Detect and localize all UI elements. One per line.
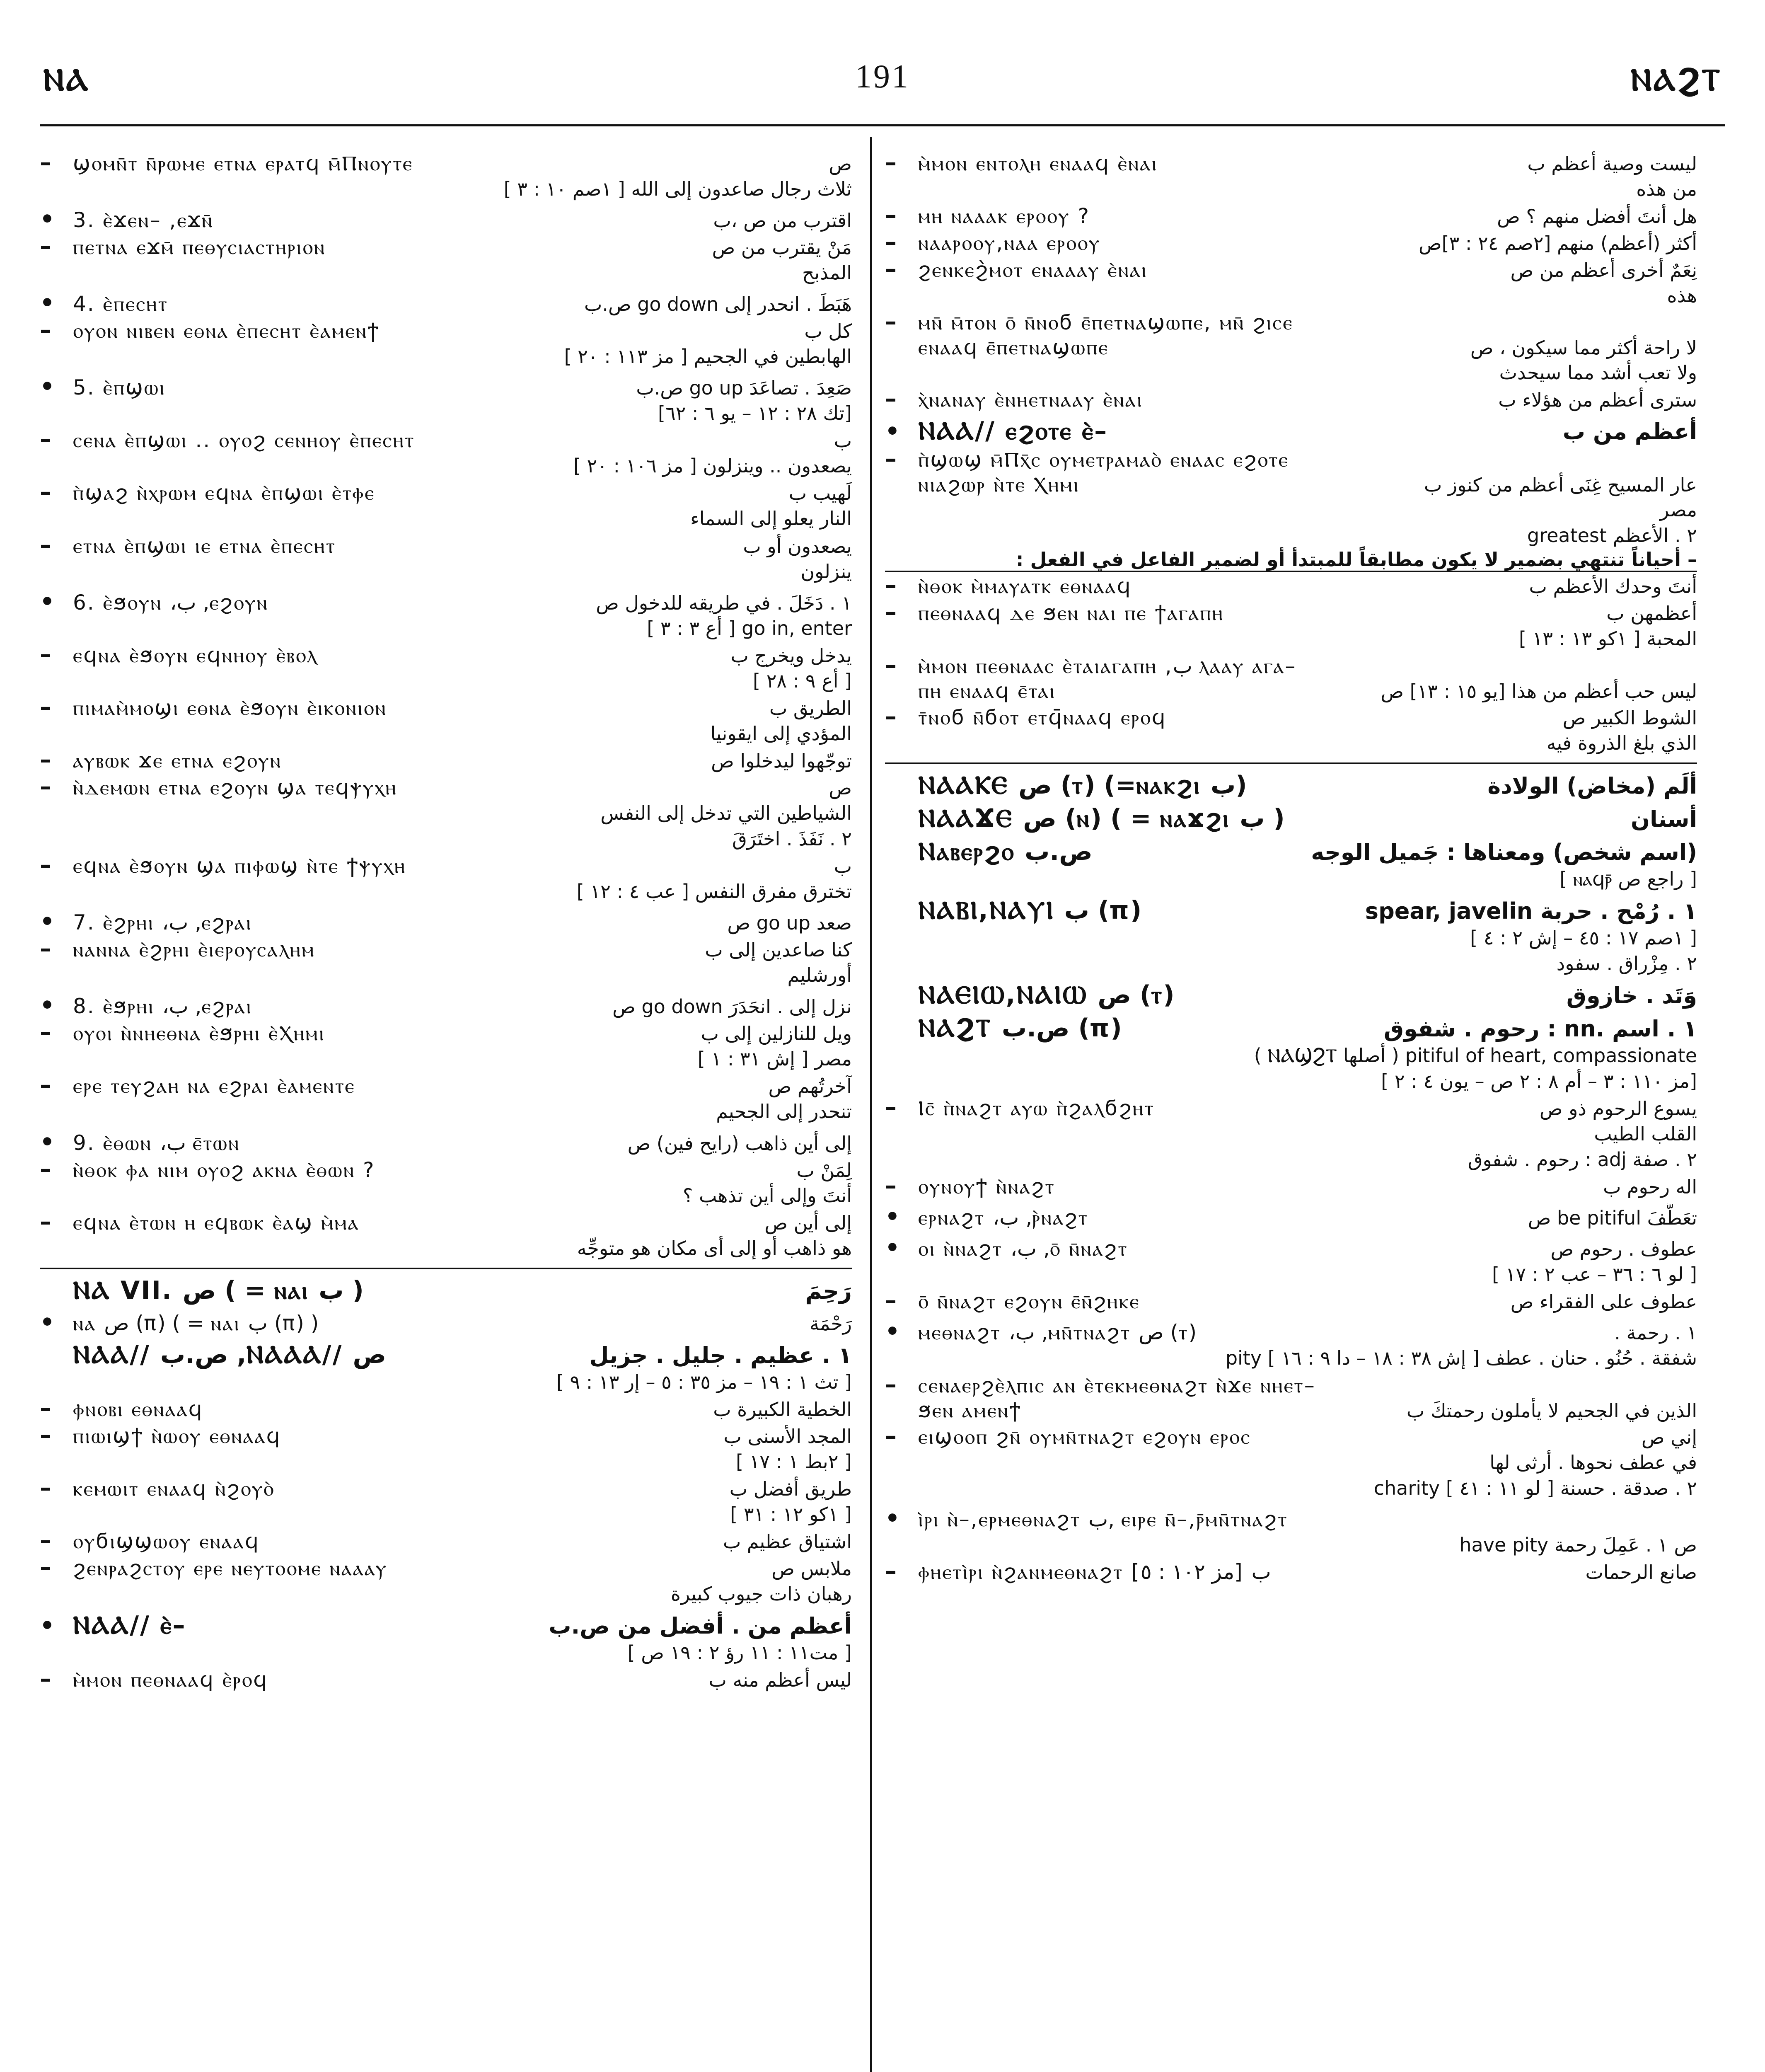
- dash-marker: –: [40, 1527, 51, 1554]
- coptic-text: ϧⲉⲛ ⲁⲙⲉⲛϯ: [918, 1398, 1022, 1422]
- gloss-continuation: الهابطين في الجحيم [ مز ١١٣ : ٢٠ ]: [564, 345, 852, 368]
- headword-entry: [885, 1014, 1697, 1043]
- example-line: [885, 472, 1697, 497]
- coptic-text: ⲟⲩⲟⲛ ⲛⲓⲃⲉⲛ ⲉⲑⲛⲁ ⲉ̀ⲡⲉⲥⲏⲧ ⲉ̀ⲁⲙⲉⲛϯ: [73, 319, 380, 343]
- arabic-gloss: صانع الرحمات: [1585, 1561, 1697, 1583]
- arabic-gloss: يسوع الرحوم ذو ص: [1539, 1097, 1697, 1120]
- coptic-text: ⲁⲩⲃⲱⲕ ϫⲉ ⲉⲧⲛⲁ ⲉϩⲟⲩⲛ: [73, 748, 282, 772]
- arabic-gloss: ١ . اسم .nn : رحوم . شفوق: [1383, 1015, 1697, 1042]
- arabic-gloss: (اسم شخص) ومعناها : جَميل الوجه: [1311, 839, 1697, 865]
- arabic-gloss: ليس حب أعظم من هذا [يو ١٥ : ١٣] ص: [1381, 680, 1697, 702]
- arabic-gloss: الذين في الجحيم لا يأملون رحمتكَ ب: [1406, 1399, 1697, 1422]
- coptic-text: ϣⲟⲙⲛ̄ⲧ ⲛ̄ⲣⲱⲙⲉ ⲉⲧⲛⲁ ⲉⲣⲁⲧϥ ⲙ̄Ⲡⲛⲟⲩⲧⲉ: [73, 151, 413, 175]
- gloss-continuation: تخترق مفرق النفس [ عب ٤ : ١٢ ]: [576, 880, 852, 903]
- coptic-text: ⲙ̀ⲙⲟⲛ ⲡⲉⲑⲛⲁⲁⲥ ⲉ̀ⲧⲁⲓⲁⲅⲁⲡⲏ ,ب ⲗⲁⲁⲩ ⲁⲅⲁ–: [918, 654, 1297, 678]
- bullet-marker: •: [885, 1505, 900, 1532]
- example-line: [40, 1422, 852, 1449]
- gloss-continuation: هو ذاهب أو إلى أى مكان هو متوجِّه: [577, 1237, 852, 1259]
- coptic-text: 8. ⲉ̀ϧⲣⲏⲓ ،ب ,ⲉϩⲣⲁⲓ: [73, 994, 252, 1019]
- coptic-text: ⲟⲩⲟⲓ ⲛ̀ⲛⲏⲉⲑⲛⲁ ⲉ̀ϧⲣⲏⲓ ⲉ̀Ⲭⲏⲙⲓ: [73, 1021, 325, 1046]
- coptic-text: ϩⲉⲛⲕⲉϩ̀ⲙⲟⲧ ⲉⲛⲁⲁⲁⲩ ⲉ̀ⲛⲁⲓ: [918, 258, 1148, 282]
- bullet-marker: •: [40, 1128, 55, 1156]
- coptic-text: ⲙ̀ⲙⲟⲛ ⲡⲉⲑⲛⲁⲁϥ ⲉ̀ⲣⲟϥ: [73, 1668, 268, 1692]
- coptic-text: ⲚⲀⲀϪⲈ ص (ⲛ) ( = ⲛⲁϫϩⲓ ب ): [918, 804, 1285, 833]
- example-line: [40, 1208, 852, 1235]
- arabic-gloss: سترى أعظم من هؤلاء ب: [1498, 389, 1697, 411]
- arabic-gloss: ص: [829, 152, 852, 175]
- bullet-marker: •: [40, 588, 55, 615]
- arabic-gloss: يصعدون أو ب: [743, 535, 852, 557]
- dash-marker: –: [885, 149, 897, 176]
- running-head-left: ⲚⲀ: [43, 62, 90, 98]
- gloss-continuation: مصر: [1660, 499, 1697, 521]
- left-column: [40, 149, 852, 2072]
- example-line: [40, 1072, 852, 1099]
- coptic-text: 6. ⲉ̀ϧⲟⲩⲛ ،ب ,ⲉϩⲟⲩⲛ: [73, 590, 268, 615]
- arabic-gloss: ألَم (مخاض) الولادة: [1487, 772, 1697, 799]
- arabic-gloss: اقترب من ص ،ب: [713, 209, 852, 232]
- coptic-text: ⲉⲛⲁⲁϥ ⲉ̄ⲡⲉⲧⲛⲁϣⲱⲡⲉ: [918, 335, 1109, 360]
- example-line: [885, 149, 1697, 176]
- gloss-continuation: [ لو ٦ : ٣٦ – عب ٢ : ١٧ ]: [1492, 1263, 1697, 1286]
- example-line: [40, 908, 852, 935]
- bullet-marker: •: [40, 206, 55, 233]
- page-number: 191: [855, 58, 910, 95]
- dash-marker: –: [40, 1208, 51, 1235]
- arabic-gloss: هل أنتَ أفضل منهم ؟ ص: [1497, 205, 1697, 228]
- arabic-gloss: رَحِمَ: [805, 1278, 852, 1304]
- arabic-gloss: الطريق ب: [769, 697, 852, 719]
- dash-marker: –: [40, 1072, 51, 1099]
- gloss-continuation: هذه: [1667, 284, 1697, 307]
- arabic-gloss: لا راحة أكثر مما سيكون ، ص: [1470, 336, 1697, 359]
- coptic-text: ⲙ̀ⲙⲟⲛ ⲉⲛⲧⲟⲗⲏ ⲉⲛⲁⲁϥ ⲉ̀ⲛⲁⲓ: [918, 151, 1158, 175]
- dash-marker: –: [885, 572, 897, 599]
- example-line: [40, 1474, 852, 1501]
- dash-marker: –: [40, 1665, 51, 1693]
- dash-marker: –: [885, 1371, 897, 1398]
- example-line: [885, 1287, 1697, 1314]
- example-line: [40, 588, 852, 615]
- arabic-gloss: أعظم من . أفضل من ص.ب: [549, 1613, 852, 1639]
- arabic-gloss: ليست وصية أعظم ب: [1527, 152, 1697, 175]
- coptic-text: ⲙⲉⲑⲛⲁϩⲧ ،ب ,ⲙⲛ̄ⲧⲛⲁϩⲧ ص (ⲧ): [918, 1320, 1197, 1345]
- dash-marker: –: [885, 385, 897, 413]
- arabic-gloss: أكثر (أعظم) منهم [٢صم ٢٤ : ٣]ص: [1418, 232, 1697, 255]
- arabic-gloss: صعد go up ص: [727, 912, 852, 934]
- example-line: [885, 1423, 1697, 1450]
- coptic-text: ⲚⲀⲀⲔⲈ ص (ⲧ) (=ⲛⲁⲕϩⲓ ب): [918, 770, 1247, 800]
- gloss-continuation: الذي بلغ الذروة فيه: [1546, 731, 1697, 754]
- arabic-gloss: كل ب: [804, 320, 852, 343]
- coptic-text: 3. ⲉ̀ϫⲉⲛ– ,ⲉϫⲛ̄: [73, 208, 214, 232]
- example-line: [40, 1554, 852, 1581]
- example-line: [40, 1156, 852, 1183]
- coptic-text: ⲭ̀ⲛⲁⲛⲁⲩ ⲉ̀ⲛⲏⲉⲧⲛⲁⲁⲩ ⲉ̀ⲛⲁⲓ: [918, 387, 1143, 412]
- coptic-text: ⲙⲛ̄ ⲙ̄ⲧⲟⲛ ⲟ̄ ⲛ̄ⲛⲟϭ ⲉ̄ⲡⲉⲧⲛⲁϣⲱⲡⲉ, ⲙⲛ̄ ϩⲓⲥⲉ: [918, 310, 1294, 335]
- coptic-text: ⲡⲉⲧⲛⲁ ⲉϫⲙ̄ ⲡⲉⲑⲩⲥⲓⲁⲥⲧⲏⲣⲓⲟⲛ: [73, 235, 326, 259]
- dash-marker: –: [885, 202, 897, 229]
- coptic-text: ⲛⲁⲁⲣⲟⲟⲩ,ⲛⲁⲁ ⲉⲣⲟⲟⲩ: [918, 231, 1101, 255]
- coptic-text: Ⲓⲥ̄ ⲡ̀ⲛⲁϩⲧ ⲁⲩⲱ ⲡ̀ϩⲁⲗϭϩⲏⲧ: [918, 1096, 1155, 1121]
- coptic-text: ⲡ̀ϣⲱϣ ⲙ̄Ⲡⲭ̄ⲥ ⲟⲩⲙⲉⲧⲣⲁⲙⲁⲟ̀ ⲉⲛⲁⲁⲥ ⲉϩⲟⲧⲉ: [918, 448, 1289, 472]
- dash-marker: –: [885, 703, 897, 730]
- coptic-text: ⲕⲉⲙⲱⲓⲧ ⲉⲛⲁⲁϥ ⲛ̀ϩⲟⲩⲟ̀: [73, 1476, 275, 1501]
- example-line: [885, 1094, 1697, 1121]
- dash-marker: –: [40, 641, 51, 668]
- arabic-gloss: المجد الأسنى ب: [723, 1425, 852, 1447]
- dash-marker: –: [885, 599, 897, 626]
- dash-marker: –: [40, 479, 51, 506]
- gloss-continuation: [ أع ٩ : ٢٨ ]: [753, 669, 852, 692]
- bullet-marker: •: [885, 1318, 900, 1346]
- coptic-text: 7. ⲉ̀ϩⲣⲏⲓ ،ب ,ⲉϩⲣⲁⲓ: [73, 910, 252, 935]
- arabic-gloss: يدخل ويخرج ب: [730, 644, 852, 667]
- coptic-text: ⲉϥⲛⲁ ⲉ̀ϧⲟⲩⲛ ϣⲁ ⲡⲓⲫⲱϣ ⲛ̀ⲧⲉ ϯⲯⲩⲭⲏ: [73, 854, 406, 878]
- example-line: [885, 1318, 1697, 1345]
- example-line: [40, 479, 852, 506]
- coptic-text: ⲚⲀⲀ// ص.ب ,ⲚⲀⲀⲀ// ص: [73, 1340, 387, 1369]
- coptic-text: ⲛⲁ ص (π) ( = ⲛⲁⲓ ب (π) ): [73, 1311, 319, 1335]
- arabic-gloss: أسنان: [1630, 806, 1697, 832]
- coptic-text: ⲡⲏ ⲉⲛⲁⲁϥ ⲉ̄ⲧⲁⲓ: [918, 678, 1056, 703]
- coptic-text: ⲡⲉⲑⲛⲁⲁϥ ⲇⲉ ϧⲉⲛ ⲛⲁⲓ ⲡⲉ ϯⲁⲅⲁⲡⲏ: [918, 601, 1224, 625]
- example-line: [40, 1527, 852, 1554]
- dash-marker: –: [40, 773, 51, 800]
- coptic-text: ⲉϥⲛⲁ ⲉ̀ⲧⲱⲛ ⲏ ⲉϥⲃⲱⲕ ⲉ̀ⲁϣ ⲙ̀ⲙⲁ: [73, 1210, 360, 1234]
- coptic-text: ⲫⲏⲉⲧⲓ̀ⲣⲓ ⲛ̀ϩⲁⲛⲙⲉⲑⲛⲁϩⲧ [مز ١٠٢ : ٥] ب: [918, 1559, 1271, 1584]
- coptic-text: ⲚⲀⲈⲒⲰ,ⲚⲀⲒⲰ ص (ⲧ): [918, 980, 1175, 1009]
- dash-marker: –: [885, 256, 897, 283]
- gloss-continuation: ثلاث رجال صاعدون إلى الله [ ١صم ١٠ : ٣ ]: [503, 178, 852, 200]
- arabic-gloss: ب: [834, 429, 852, 452]
- bullet-marker: •: [40, 1612, 55, 1640]
- example-line: [885, 703, 1697, 730]
- example-line: [40, 935, 852, 962]
- dash-marker: –: [40, 1394, 51, 1422]
- headword-entry: [40, 1340, 852, 1369]
- coptic-text: ⲫⲛⲟⲃⲓ ⲉⲑⲛⲁⲁϥ: [73, 1397, 203, 1421]
- coptic-text: ⲟⲓ ⲛ̀ⲛⲁϩⲧ ،ب ,ⲟ̄ ⲛ̄ⲛⲁϩⲧ: [918, 1237, 1128, 1261]
- example-line: [885, 572, 1697, 599]
- bullet-marker: •: [40, 1309, 55, 1336]
- dash-marker: –: [885, 1287, 897, 1314]
- arabic-gloss: توجّهوا ليدخلوا ص: [711, 749, 852, 772]
- column-divider: [870, 137, 872, 2072]
- dash-marker: –: [40, 317, 51, 344]
- header-rule: [40, 124, 1725, 126]
- dash-marker: –: [40, 746, 51, 773]
- gloss-continuation: ينزلون: [800, 560, 852, 583]
- example-line: [885, 229, 1697, 256]
- dash-marker: –: [40, 1019, 51, 1046]
- dash-marker: –: [40, 1474, 51, 1501]
- coptic-text: ⲓ̀ⲣⲓ ⲛ̀–,ⲉⲣⲙⲉⲑⲛⲁϩⲧ ب, ⲉⲓⲣⲉ ⲛ̄–,ⲣ̄ⲙⲛ̄ⲧⲛⲁϩⲧ: [918, 1507, 1288, 1531]
- arabic-gloss: تعَطَّفَ be pitiful ص: [1528, 1207, 1697, 1230]
- arabic-gloss: أنتَ وحدك الأعظم ب: [1529, 575, 1697, 598]
- dash-marker: –: [40, 531, 51, 559]
- bullet-marker: •: [40, 992, 55, 1019]
- coptic-text: ⲙⲏ ⲛⲁⲁⲁⲕ ⲉⲣⲟⲟⲩ ?: [918, 204, 1090, 228]
- coptic-text: ⲡ̀ϣⲁϩ ⲛ̀ⲭⲣⲱⲙ ⲉϥⲛⲁ ⲉ̀ⲡϣⲱⲓ ⲉ̀ⲧⲫⲉ: [73, 481, 375, 505]
- coptic-text: ⲉϥⲛⲁ ⲉ̀ϧⲟⲩⲛ ⲉϥⲛⲏⲟⲩ ⲉ̀ⲃⲟⲗ: [73, 643, 318, 667]
- example-line: [40, 290, 852, 317]
- coptic-text: ⲡⲓⲱⲓϣϯ ⲛ̀ⲱⲟⲩ ⲉⲑⲛⲁⲁϥ: [73, 1423, 281, 1448]
- arabic-gloss: صَعِدَ . تصاعَدَ go up ص.ب: [636, 377, 852, 399]
- coptic-text: 9. ⲉ̀ⲑⲱⲛ ،ب ⲉ̄ⲧⲱⲛ: [73, 1130, 240, 1155]
- example-line: [885, 445, 1697, 472]
- arabic-gloss: نزل إلى . انحَدَرَ go down ص: [612, 995, 852, 1018]
- gloss-continuation: المؤدي إلى ايقونيا: [710, 722, 852, 745]
- arabic-gloss: نِعَمٌ أخرى أعظم من ص: [1510, 259, 1697, 282]
- gloss-continuation: ولا تعب أشد مما سيحدث: [1499, 361, 1697, 384]
- headword-entry: [40, 1276, 852, 1305]
- bullet-marker: •: [40, 373, 55, 401]
- gloss-continuation: ٢ . الأعظم greatest: [1527, 524, 1697, 547]
- gloss-continuation: الشياطين التي تدخل إلى النفس: [600, 801, 852, 824]
- headword-entry: [40, 1611, 852, 1640]
- bullet-marker: •: [885, 418, 900, 445]
- gloss-continuation: يصعدون .. وينزلون [ مز ١٠٦ : ٢٠ ]: [573, 455, 852, 477]
- gloss-continuation: ص ١ . عَمِلَ رحمة have pity: [1459, 1533, 1697, 1556]
- gloss-continuation: pitiful of heart, compassionate ( أصلها ⲚⲀϢϨⲦ ): [1254, 1044, 1697, 1067]
- arabic-gloss: ١ . رُمْح . حربة spear, javelin: [1365, 898, 1697, 924]
- arabic-gloss: اله رحوم ب: [1603, 1176, 1697, 1198]
- arabic-gloss: رَحْمَة: [810, 1312, 852, 1335]
- arabic-gloss: ١ . عظيم . جليل . جزيل: [589, 1342, 852, 1368]
- arabic-gloss: كنا صاعدين إلى ب: [705, 939, 852, 961]
- example-line: [885, 1371, 1697, 1398]
- arabic-gloss: أعظمهن ب: [1606, 602, 1697, 625]
- arabic-gloss: عطوف على الفقراء ص: [1510, 1290, 1697, 1313]
- arabic-gloss: عطوف . رحوم ص: [1550, 1238, 1697, 1261]
- example-line: [885, 1558, 1697, 1585]
- gloss-continuation: ٢ . صفة adj : رحوم . شفوق: [1468, 1148, 1697, 1171]
- example-line: [40, 1019, 852, 1046]
- coptic-text: 5. ⲉ̀ⲡϣⲱⲓ: [73, 375, 166, 400]
- arabic-gloss: آخرتُهم ص: [768, 1075, 852, 1098]
- dash-marker: –: [40, 149, 51, 176]
- example-line: [40, 992, 852, 1019]
- example-line: [40, 426, 852, 453]
- example-line: [885, 335, 1697, 360]
- coptic-text: ⲉⲣⲛⲁϩⲧ ،ب ,ⲣ̀ⲛⲁϩⲧ: [918, 1205, 1089, 1230]
- bullet-marker: •: [885, 1234, 900, 1262]
- arabic-gloss: مَنْ يقترب من ص: [712, 236, 852, 259]
- dash-marker: –: [885, 308, 897, 336]
- arabic-gloss: هَبَطَ . انحدر إلى go down ص.ب: [584, 293, 852, 316]
- dash-marker: –: [885, 1172, 897, 1200]
- gloss-continuation: المذبح: [802, 261, 852, 284]
- gloss-continuation: [ ١كو ١٢ : ٣١ ]: [730, 1503, 852, 1525]
- bullet-marker: •: [40, 290, 55, 317]
- bullet-marker: •: [40, 908, 55, 936]
- example-line: [40, 373, 852, 400]
- coptic-text: ⲚⲀⲀ// ⲉϩⲟⲧⲉ ⲉ̀–: [918, 416, 1108, 446]
- arabic-gloss: عار المسيح غِنَى أعظم من كنوز ب: [1424, 474, 1697, 496]
- gloss-continuation: [مز ١١٠ : ٣ – أم ٨ : ٢ ص – يون ٤ : ٢ ]: [1381, 1070, 1697, 1093]
- dash-marker: –: [885, 1557, 897, 1585]
- arabic-gloss: أعظم من ب: [1562, 419, 1697, 445]
- example-line: [40, 233, 852, 260]
- coptic-text: ⲚⲀϨⲦ ص.ب (π): [918, 1013, 1122, 1043]
- dash-marker: –: [885, 1422, 897, 1450]
- example-line: [40, 773, 852, 800]
- example-line: [885, 1203, 1697, 1230]
- arabic-gloss: ب: [834, 855, 852, 878]
- gloss-continuation: القلب الطيب: [1594, 1123, 1697, 1145]
- coptic-text: ⲉⲧⲛⲁ ⲉ̀ⲡϣⲱⲓ ⲓⲉ ⲉⲧⲛⲁ ⲉ̀ⲡⲉⲥⲏⲧ: [73, 533, 336, 558]
- example-line: [885, 385, 1697, 412]
- example-line: [885, 652, 1697, 679]
- bullet-marker: •: [885, 1203, 900, 1231]
- example-line: [885, 308, 1697, 335]
- dash-marker: –: [885, 229, 897, 256]
- coptic-text: ⲚⲀⲂⲒ,ⲚⲀⲨⲒ ب (π): [918, 896, 1142, 925]
- arabic-gloss: ص: [829, 776, 852, 799]
- usage-note: – أحياناً تنتهي بضمير لا يكون مطابقاً للمبتدأ أو لضمير الفاعل في الفعل :: [885, 548, 1697, 572]
- headword-entry: [885, 980, 1697, 1009]
- gloss-continuation: ٢ . صدقة . حسنة [ لو ١١ : ٤١ ] charity: [1373, 1477, 1697, 1499]
- gloss-continuation: شفقة . حُنُو . حنان . عطف [ إش ٣٨ : ١٨ – دا ٩ : ١٦ ] pity: [1225, 1347, 1697, 1370]
- gloss-continuation: [ تث ١ : ١٩ – مز ٣٥ : ٥ – إر ١٣ : ٩ ]: [556, 1370, 852, 1393]
- example-line: [885, 202, 1697, 229]
- example-line: [40, 1665, 852, 1692]
- dash-marker: –: [40, 1554, 51, 1581]
- example-line: [40, 852, 852, 879]
- example-line: [885, 1505, 1697, 1532]
- arabic-gloss: إلى أين ص: [764, 1211, 852, 1234]
- headword-entry: [885, 896, 1697, 925]
- example-line: [885, 1398, 1697, 1423]
- example-line: [40, 206, 852, 233]
- example-line: [40, 641, 852, 668]
- coptic-text: ⲟⲩϭⲓϣϣⲱⲟⲩ ⲉⲛⲁⲁϥ: [73, 1529, 260, 1553]
- arabic-gloss: ١ . رحمة .: [1614, 1322, 1697, 1344]
- example-line: [40, 1395, 852, 1422]
- example-line: [40, 317, 852, 344]
- coptic-text: ⲚⲀⲀ// ⲉ̀–: [73, 1611, 186, 1640]
- coptic-text: ⲉⲣⲉ ⲧⲉⲩϩⲁⲏ ⲛⲁ ⲉϩⲣⲁⲓ ⲉ̀ⲁⲙⲉⲛⲧⲉ: [73, 1074, 355, 1098]
- arabic-gloss: لِمَنْ ب: [796, 1159, 852, 1181]
- headword-entry: [885, 804, 1697, 833]
- arabic-gloss: ليس أعظم منه ب: [708, 1669, 852, 1692]
- gloss-continuation: [ ٢بط ١ : ١٧ ]: [736, 1450, 852, 1473]
- arabic-gloss: ملابس ص: [771, 1557, 852, 1580]
- coptic-text: ⲛ̀ⲑⲟⲕ ⲙ̀ⲙⲁⲩⲁⲧⲕ ⲉⲑⲛⲁⲁϥ: [918, 574, 1132, 598]
- arabic-gloss: اشتياق عظيم ب: [723, 1530, 852, 1553]
- dash-marker: –: [40, 935, 51, 963]
- gloss-continuation: [ ١صم ١٧ : ٤٥ – إش ٢ : ٤ ]: [1470, 926, 1697, 949]
- gloss-continuation: في عطف نحوها . أرثى لها: [1489, 1451, 1697, 1474]
- arabic-gloss: إلى أين ذاهب (رايح فين) ص: [627, 1132, 852, 1155]
- arabic-gloss: لَهيب ب: [788, 482, 852, 505]
- arabic-gloss: الشوط الكبير ص: [1562, 706, 1697, 729]
- dash-marker: –: [40, 1421, 51, 1449]
- gloss-continuation: المحبة [ ١كو ١٣ : ١٣ ]: [1518, 627, 1697, 650]
- gloss-continuation: ٢ . مِزْراق . سفود: [1556, 952, 1697, 975]
- coptic-text: ⲟ̄ ⲛ̄ⲛⲁϩⲧ ⲉϩⲟⲩⲛ ⲉ̄ⲛ̄ϩⲏⲕⲉ: [918, 1289, 1140, 1314]
- example-line: [885, 1172, 1697, 1199]
- coptic-text: ⲟⲩⲛⲟⲩϯ ⲛ̀ⲛⲁϩⲧ: [918, 1174, 1055, 1199]
- coptic-text: ⲥⲉⲛⲁⲉⲣϩⲉ̀ⲗⲡⲓⲥ ⲁⲛ ⲉ̀ⲧⲉⲕⲙⲉⲑⲛⲁϩⲧ ⲛ̀ϫⲉ ⲛⲏⲉⲧ–: [918, 1373, 1316, 1397]
- coptic-text: ⲛ̀ⲇⲉⲙⲱⲛ ⲉⲧⲛⲁ ⲉϩⲟⲩⲛ ϣⲁ ⲧⲉϥⲯⲩⲭⲏ: [73, 775, 397, 799]
- gloss-continuation: ٢ . نَفَذَ . اختَرَقَ: [732, 828, 852, 850]
- headword-entry: [885, 771, 1697, 800]
- dash-marker: –: [40, 852, 51, 879]
- example-line: [40, 532, 852, 559]
- coptic-text: Ⲛⲁⲃⲉⲣϩⲟ ص.ب: [918, 837, 1093, 866]
- dash-marker: –: [40, 233, 51, 260]
- example-line: [40, 746, 852, 773]
- gloss-continuation: أورشليم: [787, 964, 852, 987]
- dash-marker: –: [885, 445, 897, 473]
- coptic-text: ⲛⲓⲁϩⲱⲣ ⲛ̀ⲧⲉ Ⲭⲏⲙⲓ: [918, 472, 1080, 497]
- example-line: [885, 599, 1697, 626]
- gloss-continuation: [تك ٢٨ : ١٢ – يو ٦ : ٦٢]: [658, 402, 852, 425]
- dash-marker: –: [40, 426, 51, 453]
- example-line: [40, 1309, 852, 1336]
- coptic-text: 4. ⲉ̀ⲡⲉⲥⲏⲧ: [73, 292, 169, 316]
- coptic-text: ⲡⲓⲙⲁⲙ̀ⲙⲟϣⲓ ⲉⲑⲛⲁ ⲉ̀ϧⲟⲩⲛ ⲉ̀ⲓⲕⲟⲛⲓⲟⲛ: [73, 695, 387, 720]
- arabic-gloss: الخطية الكبيرة ب: [713, 1398, 852, 1421]
- arabic-gloss: ويل للنازلين إلى ب: [701, 1022, 852, 1045]
- gloss-continuation: go in, enter [ أع ٣ : ٣ ]: [647, 617, 852, 639]
- example-line: [885, 1234, 1697, 1261]
- example-line: [40, 694, 852, 721]
- example-line: [40, 149, 852, 176]
- headword-entry: [885, 416, 1697, 445]
- dash-marker: –: [40, 1155, 51, 1183]
- coptic-text: ⲥⲉⲛⲁ ⲉ̀ⲡϣⲱⲓ .. ⲟⲩⲟϩ ⲥⲉⲛⲏⲟⲩ ⲉ̀ⲡⲉⲥⲏⲧ: [73, 428, 415, 453]
- coptic-text: ⲉⲓϣⲟⲟⲡ ϩⲛ̄ ⲟⲩⲙⲛ̄ⲧⲛⲁϩⲧ ⲉϩⲟⲩⲛ ⲉⲣⲟⲥ: [918, 1424, 1251, 1449]
- example-line: [40, 1129, 852, 1156]
- coptic-text: ⲛⲁⲛⲛⲁ ⲉ̀ϩⲣⲏⲓ ⲉ̀ⲓⲉⲣⲟⲩⲥⲁⲗⲏⲙ: [73, 937, 315, 962]
- headword-entry: [885, 837, 1697, 866]
- entry-separator: [885, 762, 1697, 764]
- dash-marker: –: [885, 1094, 897, 1121]
- coptic-text: ϩⲉⲛⲣⲁϩⲥⲧⲟⲩ ⲉⲣⲉ ⲛⲉⲩⲧⲟⲟⲙⲉ ⲛⲁⲁⲁⲩ: [73, 1556, 388, 1580]
- dash-marker: –: [885, 651, 897, 679]
- coptic-text: ⲛ̀ⲑⲟⲕ ⲫⲁ ⲛⲓⲙ ⲟⲩⲟϩ ⲁⲕⲛⲁ ⲉ̀ⲑⲱⲛ ?: [73, 1157, 375, 1182]
- gloss-continuation: [ راجع ص ⲛⲁϥⲣ̄ ]: [1559, 867, 1697, 890]
- arabic-gloss: طريق أفضل ب: [729, 1477, 852, 1500]
- gloss-continuation: رهبان ذات جيوب كبيرة: [670, 1582, 852, 1605]
- entry-separator: [40, 1268, 852, 1269]
- gloss-continuation: مصر [ إش ٣١ : ١ ]: [697, 1048, 852, 1070]
- example-line: [885, 679, 1697, 703]
- arabic-gloss: ١ . دَخَلَ . في طريقه للدخول ص: [596, 591, 852, 614]
- coptic-text: ⲚⲀ VII. ص ( = ⲛⲁⲓ ب ): [73, 1276, 364, 1305]
- dash-marker: –: [40, 693, 51, 721]
- running-head-right: ⲚⲀϨⲦ: [1630, 62, 1722, 98]
- gloss-continuation: أنتَ وإلى أين تذهب ؟: [683, 1184, 852, 1207]
- arabic-gloss: إني ص: [1641, 1426, 1697, 1448]
- gloss-continuation: [ مت١١ : ١١ رؤ ٢ : ١٩ ص ]: [627, 1641, 852, 1664]
- arabic-gloss: وَتَد . خازوق: [1566, 982, 1697, 1009]
- coptic-text: ⲧ̄ⲛⲟϭ ⲛ̄ϭⲟⲧ ⲉⲧϥ̄ⲛⲁⲁϥ ⲉⲣⲟϥ: [918, 705, 1167, 729]
- gloss-continuation: تنحدر إلى الجحيم: [716, 1100, 852, 1123]
- right-column: [885, 149, 1697, 2072]
- gloss-continuation: من هذه: [1636, 178, 1697, 200]
- gloss-continuation: النار يعلو إلى السماء: [690, 507, 852, 530]
- example-line: [885, 256, 1697, 283]
